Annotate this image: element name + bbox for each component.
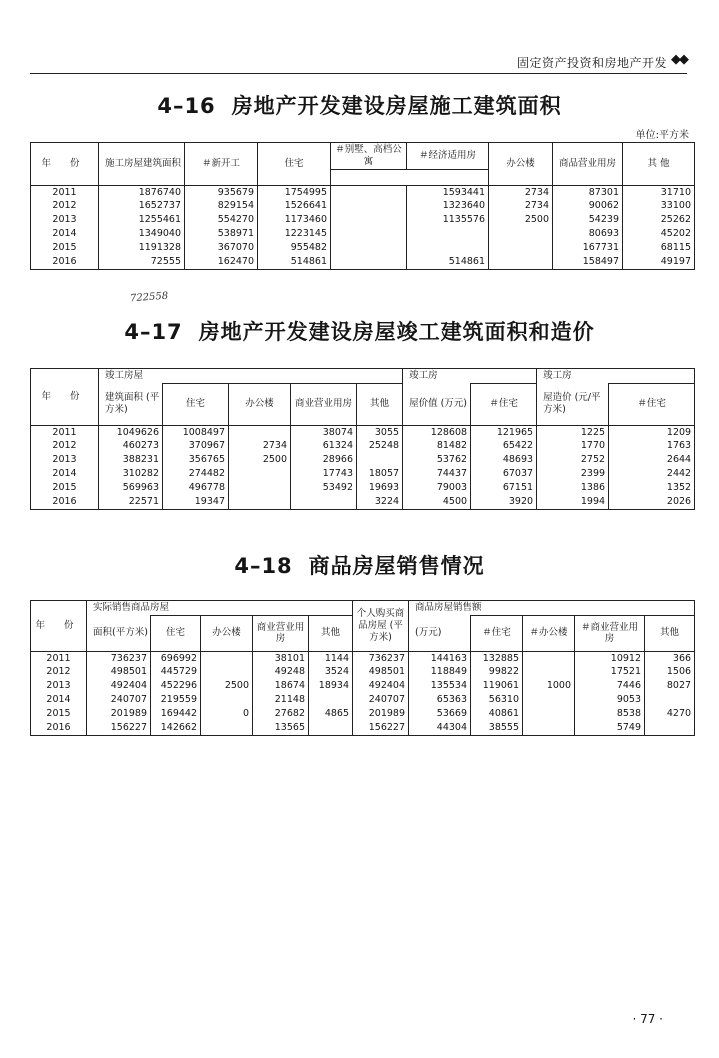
- table-16-unit: 单位:平方米: [635, 130, 689, 141]
- table-17-title-text: 房地产开发建设房屋竣工建筑面积和造价: [198, 320, 595, 344]
- value-cell: 1763: [609, 439, 695, 453]
- value-cell: 25262: [623, 213, 695, 227]
- header-sales-residence: ＃住宅: [471, 615, 523, 651]
- value-cell: 2734: [489, 199, 553, 213]
- value-cell: 28966: [291, 453, 357, 467]
- value-cell: 3224: [357, 495, 403, 509]
- value-cell: [407, 227, 489, 241]
- value-cell: 388231: [99, 453, 163, 467]
- value-cell: [331, 213, 407, 227]
- value-cell: 514861: [407, 255, 489, 269]
- value-cell: 492404: [353, 679, 409, 693]
- header-villa: ＃别墅、高档公寓: [331, 143, 407, 170]
- table-row: [31, 439, 695, 453]
- value-cell: [201, 651, 253, 665]
- value-cell: [229, 481, 291, 495]
- value-cell: 1754995: [258, 185, 331, 199]
- value-cell: 13565: [253, 721, 309, 735]
- header-other: 其他: [309, 615, 353, 651]
- year-cell: 2016: [31, 255, 99, 269]
- value-cell: 366: [645, 651, 695, 665]
- value-cell: 72555: [99, 255, 185, 269]
- value-cell: 4865: [309, 707, 353, 721]
- header-sales-other: 其他: [645, 615, 695, 651]
- table-17-title: [0, 316, 719, 346]
- value-cell: 240707: [353, 693, 409, 707]
- year-cell: 2015: [31, 241, 99, 255]
- value-cell: 2026: [609, 495, 695, 509]
- value-cell: 1349040: [99, 227, 185, 241]
- value-cell: 33100: [623, 199, 695, 213]
- value-cell: 1191328: [99, 241, 185, 255]
- value-cell: 67037: [471, 467, 537, 481]
- value-cell: [489, 255, 553, 269]
- header-individual: 个人购买商品房屋 (平方米): [353, 601, 409, 652]
- header-sales-group: 商品房屋销售额: [409, 601, 695, 616]
- value-cell: [331, 185, 407, 199]
- value-cell: 19347: [163, 495, 229, 509]
- value-cell: 67151: [471, 481, 537, 495]
- running-header: [30, 52, 687, 74]
- table-row: [31, 679, 695, 693]
- value-cell: 121965: [471, 425, 537, 439]
- value-cell: 49248: [253, 665, 309, 679]
- header-residence: 住宅: [163, 383, 229, 425]
- year-cell: 2016: [31, 495, 99, 509]
- value-cell: 21148: [253, 693, 309, 707]
- value-cell: 17521: [575, 665, 645, 679]
- value-cell: [309, 721, 353, 735]
- value-cell: 498501: [87, 665, 151, 679]
- value-cell: 1323640: [407, 199, 489, 213]
- header-sales-office: ＃办公楼: [523, 615, 575, 651]
- value-cell: 8027: [645, 679, 695, 693]
- year-cell: 2011: [31, 185, 99, 199]
- table-row: [31, 185, 695, 199]
- value-cell: [523, 721, 575, 735]
- value-cell: 53669: [409, 707, 471, 721]
- header-sold-area: 面积(平方米): [87, 615, 151, 651]
- value-cell: 61324: [291, 439, 357, 453]
- value-cell: 17743: [291, 467, 357, 481]
- value-cell: 135534: [409, 679, 471, 693]
- table-row: [31, 255, 695, 269]
- header-new-start: ＃新开工: [185, 143, 258, 186]
- year-cell: 2014: [31, 227, 99, 241]
- value-cell: 48693: [471, 453, 537, 467]
- table-row: [31, 453, 695, 467]
- value-cell: 3920: [471, 495, 537, 509]
- table-16-number: 4–16: [157, 94, 216, 118]
- value-cell: 1223145: [258, 227, 331, 241]
- value-cell: 219559: [151, 693, 201, 707]
- value-cell: 99822: [471, 665, 523, 679]
- value-cell: [523, 651, 575, 665]
- handwritten-note: 722558: [129, 290, 169, 305]
- value-cell: 44304: [409, 721, 471, 735]
- value-cell: 492404: [87, 679, 151, 693]
- value-cell: [229, 467, 291, 481]
- table-18: [30, 600, 695, 736]
- value-cell: 7446: [575, 679, 645, 693]
- value-cell: [331, 241, 407, 255]
- value-cell: [357, 453, 403, 467]
- value-cell: 1049626: [99, 425, 163, 439]
- value-cell: 2442: [609, 467, 695, 481]
- table-row: [31, 481, 695, 495]
- table-row: [31, 213, 695, 227]
- table-row: [31, 227, 695, 241]
- table-row: [31, 693, 695, 707]
- table-17-number: 4–17: [124, 320, 183, 344]
- value-cell: 128608: [403, 425, 471, 439]
- value-cell: 1144: [309, 651, 353, 665]
- value-cell: 935679: [185, 185, 258, 199]
- value-cell: 132885: [471, 651, 523, 665]
- value-cell: [523, 693, 575, 707]
- value-cell: 1135576: [407, 213, 489, 227]
- table-row: [31, 425, 695, 439]
- value-cell: 169442: [151, 707, 201, 721]
- header-value-residence: ＃住宅: [471, 383, 537, 425]
- table-row: [31, 665, 695, 679]
- value-cell: 310282: [99, 467, 163, 481]
- table-16-title: [0, 90, 719, 120]
- year-cell: 2013: [31, 679, 87, 693]
- value-cell: 496778: [163, 481, 229, 495]
- header-office: 办公楼: [201, 615, 253, 651]
- table-row: [31, 467, 695, 481]
- table-row: [31, 721, 695, 735]
- value-cell: 3524: [309, 665, 353, 679]
- year-cell: 2011: [31, 651, 87, 665]
- header-value: 屋价值 (万元): [403, 383, 471, 425]
- value-cell: [229, 425, 291, 439]
- value-cell: 1593441: [407, 185, 489, 199]
- value-cell: [489, 227, 553, 241]
- value-cell: 22571: [99, 495, 163, 509]
- table-row: [31, 707, 695, 721]
- header-year: 年 份: [31, 369, 99, 426]
- running-title: 固定资产投资和房地产开发: [516, 56, 667, 70]
- year-cell: 2013: [31, 453, 99, 467]
- value-cell: 736237: [353, 651, 409, 665]
- header-sales-total: (万元): [409, 615, 471, 651]
- value-cell: 25248: [357, 439, 403, 453]
- year-cell: 2012: [31, 199, 99, 213]
- value-cell: 1652737: [99, 199, 185, 213]
- value-cell: 1008497: [163, 425, 229, 439]
- value-cell: 167731: [553, 241, 623, 255]
- value-cell: 38074: [291, 425, 357, 439]
- value-cell: 452296: [151, 679, 201, 693]
- value-cell: 2500: [489, 213, 553, 227]
- table-row: [31, 241, 695, 255]
- value-cell: 53492: [291, 481, 357, 495]
- table-18-title-text: 商品房屋销售情况: [308, 554, 485, 578]
- value-cell: 696992: [151, 651, 201, 665]
- value-cell: 87301: [553, 185, 623, 199]
- value-cell: 2500: [201, 679, 253, 693]
- value-cell: 514861: [258, 255, 331, 269]
- value-cell: 90062: [553, 199, 623, 213]
- year-cell: 2015: [31, 707, 87, 721]
- value-cell: 18674: [253, 679, 309, 693]
- value-cell: 2500: [229, 453, 291, 467]
- value-cell: 5749: [575, 721, 645, 735]
- value-cell: 56310: [471, 693, 523, 707]
- value-cell: 370967: [163, 439, 229, 453]
- value-cell: [201, 721, 253, 735]
- header-year: 年 份: [31, 143, 99, 186]
- value-cell: 569963: [99, 481, 163, 495]
- header-cost-group: 竣工房: [537, 369, 695, 384]
- header-office: 办公楼: [229, 383, 291, 425]
- header-value-group: 竣工房: [403, 369, 537, 384]
- value-cell: 156227: [353, 721, 409, 735]
- value-cell: [523, 665, 575, 679]
- header-sold-group: 实际销售商品房屋: [87, 601, 353, 616]
- value-cell: 445729: [151, 665, 201, 679]
- value-cell: 1994: [537, 495, 609, 509]
- value-cell: 118849: [409, 665, 471, 679]
- value-cell: 736237: [87, 651, 151, 665]
- value-cell: 554270: [185, 213, 258, 227]
- value-cell: 1526641: [258, 199, 331, 213]
- value-cell: 54239: [553, 213, 623, 227]
- value-cell: 65422: [471, 439, 537, 453]
- value-cell: 40861: [471, 707, 523, 721]
- value-cell: 162470: [185, 255, 258, 269]
- value-cell: [331, 199, 407, 213]
- year-cell: 2016: [31, 721, 87, 735]
- value-cell: 38101: [253, 651, 309, 665]
- value-cell: 8538: [575, 707, 645, 721]
- year-cell: 2012: [31, 439, 99, 453]
- header-other: 其 他: [623, 143, 695, 186]
- value-cell: 356765: [163, 453, 229, 467]
- header-year: 年 份: [31, 601, 87, 652]
- value-cell: [201, 693, 253, 707]
- value-cell: 144163: [409, 651, 471, 665]
- year-cell: 2014: [31, 693, 87, 707]
- value-cell: 538971: [185, 227, 258, 241]
- year-cell: 2012: [31, 665, 87, 679]
- header-cost: 屋造价 (元/平方米): [537, 383, 609, 425]
- header-total-area: 施工房屋建筑面积: [99, 143, 185, 186]
- header-commercial: 商业营业用房: [253, 615, 309, 651]
- value-cell: 1386: [537, 481, 609, 495]
- value-cell: 27682: [253, 707, 309, 721]
- value-cell: 80693: [553, 227, 623, 241]
- value-cell: 74437: [403, 467, 471, 481]
- value-cell: 4270: [645, 707, 695, 721]
- value-cell: 49197: [623, 255, 695, 269]
- value-cell: 156227: [87, 721, 151, 735]
- header-sales-commercial: ＃商业营业用房: [575, 615, 645, 651]
- value-cell: [523, 707, 575, 721]
- value-cell: [331, 255, 407, 269]
- value-cell: [331, 227, 407, 241]
- header-other: 其他: [357, 383, 403, 425]
- value-cell: 2734: [229, 439, 291, 453]
- header-residence: 住宅: [258, 143, 331, 186]
- value-cell: 38555: [471, 721, 523, 735]
- value-cell: 45202: [623, 227, 695, 241]
- value-cell: 367070: [185, 241, 258, 255]
- year-cell: 2013: [31, 213, 99, 227]
- value-cell: 31710: [623, 185, 695, 199]
- value-cell: 3055: [357, 425, 403, 439]
- value-cell: 81482: [403, 439, 471, 453]
- header-office: 办公楼: [489, 143, 553, 186]
- value-cell: 10912: [575, 651, 645, 665]
- header-cost-residence: ＃住宅: [609, 383, 695, 425]
- value-cell: 1506: [645, 665, 695, 679]
- diamond-icon: ◆◆: [671, 52, 687, 67]
- value-cell: [229, 495, 291, 509]
- value-cell: [645, 721, 695, 735]
- value-cell: 274482: [163, 467, 229, 481]
- value-cell: 460273: [99, 439, 163, 453]
- table-16: [30, 142, 695, 270]
- value-cell: 240707: [87, 693, 151, 707]
- value-cell: 1000: [523, 679, 575, 693]
- value-cell: 9053: [575, 693, 645, 707]
- value-cell: 18934: [309, 679, 353, 693]
- value-cell: [407, 241, 489, 255]
- value-cell: 2644: [609, 453, 695, 467]
- year-cell: 2014: [31, 467, 99, 481]
- value-cell: 955482: [258, 241, 331, 255]
- table-row: [31, 651, 695, 665]
- value-cell: 4500: [403, 495, 471, 509]
- value-cell: 201989: [353, 707, 409, 721]
- value-cell: 79003: [403, 481, 471, 495]
- header-affordable: ＃经济适用房: [407, 143, 489, 170]
- table-17: [30, 368, 695, 510]
- value-cell: 2734: [489, 185, 553, 199]
- value-cell: 158497: [553, 255, 623, 269]
- header-completed-area: 建筑面积 (平方米): [99, 383, 163, 425]
- value-cell: 1876740: [99, 185, 185, 199]
- value-cell: 142662: [151, 721, 201, 735]
- page-number: · 77 ·: [632, 1012, 663, 1026]
- value-cell: 65363: [409, 693, 471, 707]
- value-cell: 829154: [185, 199, 258, 213]
- value-cell: 18057: [357, 467, 403, 481]
- value-cell: 1352: [609, 481, 695, 495]
- table-16-title-text: 房地产开发建设房屋施工建筑面积: [231, 94, 562, 118]
- year-cell: 2015: [31, 481, 99, 495]
- value-cell: [309, 693, 353, 707]
- header-commercial: 商品营业用房: [553, 143, 623, 186]
- table-18-number: 4–18: [234, 554, 293, 578]
- value-cell: 119061: [471, 679, 523, 693]
- value-cell: 68115: [623, 241, 695, 255]
- table-18-title: [0, 550, 719, 580]
- value-cell: 201989: [87, 707, 151, 721]
- value-cell: [201, 665, 253, 679]
- value-cell: 1770: [537, 439, 609, 453]
- value-cell: 2752: [537, 453, 609, 467]
- value-cell: 1255461: [99, 213, 185, 227]
- value-cell: 498501: [353, 665, 409, 679]
- value-cell: [489, 241, 553, 255]
- value-cell: 1225: [537, 425, 609, 439]
- value-cell: 19693: [357, 481, 403, 495]
- value-cell: 53762: [403, 453, 471, 467]
- value-cell: 1209: [609, 425, 695, 439]
- year-cell: 2011: [31, 425, 99, 439]
- value-cell: 0: [201, 707, 253, 721]
- table-row: [31, 199, 695, 213]
- value-cell: [291, 495, 357, 509]
- header-commercial: 商业营业用房: [291, 383, 357, 425]
- value-cell: [645, 693, 695, 707]
- header-completed-group: 竣工房屋: [99, 369, 403, 384]
- value-cell: 1173460: [258, 213, 331, 227]
- value-cell: 2399: [537, 467, 609, 481]
- table-row: [31, 495, 695, 509]
- header-residence: 住宅: [151, 615, 201, 651]
